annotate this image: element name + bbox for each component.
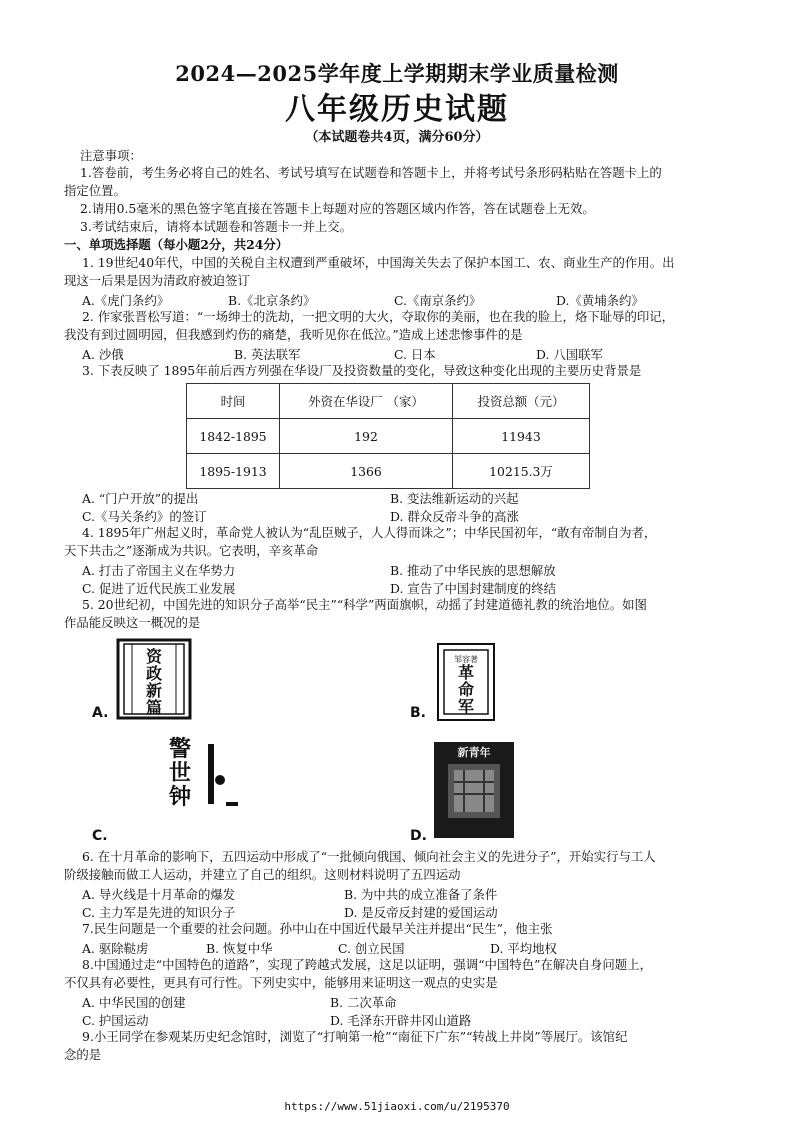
question-5: 5. 20世纪初，中国先进的知识分子高举“民主”“科学”两面旗帜，动摇了封建道德礼教的统治地位。如图: [82, 597, 647, 612]
q3-option-b: B. 变法维新运动的兴起: [390, 491, 519, 506]
table-header: 时间: [187, 384, 280, 419]
exam-subject-title: 八年级历史试题: [285, 92, 509, 127]
q7-option-d: D. 平均地权: [490, 941, 557, 956]
q1-option-c: C.《南京条约》: [394, 293, 482, 308]
q2-option-d: D. 八国联军: [536, 347, 603, 362]
question-7: 7.民生问题是一个重要的社会问题。孙中山在中国近代最早关注并提出“民生”，他主张: [82, 921, 553, 936]
table-cell: 1842-1895: [187, 419, 280, 454]
vertical-title-text: 警世钟: [168, 736, 192, 810]
q1-option-b: B.《北京条约》: [228, 293, 316, 308]
q8-option-d: D. 毛泽东开辟井冈山道路: [330, 1013, 472, 1028]
q6-option-d: D. 是反帝反封建的爱国运动: [344, 905, 498, 920]
table-cell: 10215.3万: [453, 454, 590, 489]
q1-option-a: A.《虎门条约》: [82, 293, 170, 308]
book-cover-zizheng-xinpian: [116, 638, 192, 720]
book-cover-jingshi-zhong: [150, 730, 246, 812]
q5-option-b-label: B.: [410, 705, 426, 721]
q8-option-c: C. 护国运动: [82, 1013, 149, 1028]
q2-option-b: B. 英法联军: [234, 347, 301, 362]
question-3: 3. 下表反映了 1895年前后西方列强在华设厂及投资数量的变化，导致这种变化出现的主要历史背景是: [82, 363, 642, 378]
q7-option-a: A. 驱除鞑虏: [82, 941, 149, 956]
q5-option-c-label: C.: [92, 828, 108, 844]
question-1-cont: 现这一后果是因为清政府被迫签订: [64, 273, 250, 288]
q2-option-c: C. 日本: [394, 347, 436, 362]
q4-option-c: C. 促进了近代民族工业发展: [82, 581, 236, 596]
q5-option-d-label: D.: [410, 828, 427, 844]
q1-option-d: D.《黄埔条约》: [556, 293, 644, 308]
magazine-title: 新青年: [457, 746, 491, 759]
exam-info: （本试题卷共4页，满分60分）: [305, 130, 489, 145]
magazine-cover-xin-qingnian: [434, 742, 514, 838]
table-row: [187, 419, 590, 454]
table-header: 外资在华设厂 （家）: [280, 384, 453, 419]
table-cell: 192: [280, 419, 453, 454]
q6-option-b: B. 为中共的成立准备了条件: [344, 887, 498, 902]
notes-heading: 注意事项：: [80, 148, 142, 163]
question-4-cont: 天下共击之”逐渐成为共识。它表明，辛亥革命: [64, 543, 319, 558]
question-8: 8.中国通过走“中国特色的道路”，实现了跨越式发展，这足以证明，强调“中国特色”在解决自身问题上，: [82, 957, 652, 972]
question-4: 4. 1895年广州起义时，革命党人被认为“乱臣贼子，人人得而诛之”；中华民国初年，“敢有帝制自为者，: [82, 525, 657, 540]
book-author-text: 邹容著: [454, 655, 478, 664]
section-heading: 一、单项选择题（每小题2分，共24分）: [64, 237, 289, 252]
note-1-cont: 指定位置。: [64, 183, 126, 198]
q4-option-a: A. 打击了帝国主义在华势力: [82, 563, 236, 578]
question-9-cont: 念的是: [64, 1047, 102, 1062]
q8-option-a: A. 中华民国的创建: [82, 995, 186, 1010]
q8-option-b: B. 二次革命: [330, 995, 397, 1010]
table-row: [187, 454, 590, 489]
vertical-title-text: 革命军: [457, 663, 475, 716]
table-cell: 11943: [453, 419, 590, 454]
q2-option-a: A. 沙俄: [82, 347, 124, 362]
q3-option-c: C.《马关条约》的签订: [82, 509, 207, 524]
q6-option-a: A. 导火线是十月革命的爆发: [82, 887, 236, 902]
question-2-cont: 我没有到过圆明园，但我感到灼伤的痛楚，我听见你在低泣。”造成上述悲惨事件的是: [64, 327, 523, 342]
q3-option-d: D. 群众反帝斗争的高涨: [390, 509, 519, 524]
table-cell: 1366: [280, 454, 453, 489]
note-1: 1.答卷前，考生务必将自己的姓名、考试号填写在试题卷和答题卡上，并将考试号条形码粘贴在答题卡上的: [80, 165, 662, 180]
question-1: 1. 19世纪40年代，中国的关税自主权遭到严重破坏，中国海关失去了保护本国工、农、商业生产的作用。出: [82, 255, 675, 270]
table-header: 投资总额（元）: [453, 384, 590, 419]
q3-option-a: A. “门户开放”的提出: [82, 491, 199, 506]
q4-option-d: D. 宣告了中国封建制度的终结: [390, 581, 557, 596]
question-8-cont: 不仅具有必要性，更具有可行性。下列史实中，能够用来证明这一观点的史实是: [64, 975, 498, 990]
note-3: 3.考试结束后，请将本试题卷和答题卡一并上交。: [80, 219, 353, 234]
q6-option-c: C. 主力军是先进的知识分子: [82, 905, 236, 920]
q7-option-c: C. 创立民国: [338, 941, 405, 956]
table-header-row: [187, 384, 590, 419]
note-2: 2.请用0.5毫米的黑色签字笔直接在答题卡上每题对应的答题区域内作答，答在试题卷上无效。: [80, 201, 595, 216]
question-6: 6. 在十月革命的影响下，五四运动中形成了“一批倾向俄国、倾向社会主义的先进分子”，开始实行与工人: [82, 849, 656, 864]
question-2: 2. 作家张晋松写道：“一场绅士的洗劫，一把文明的大火，夺取你的美丽，也在我的脸上，烙下耻辱的印记，: [82, 309, 675, 324]
q4-option-b: B. 推动了中华民族的思想解放: [390, 563, 556, 578]
vertical-title-text: 资政新篇: [145, 647, 163, 717]
exam-title: 2024—2025学年度上学期期末学业质量检测: [175, 61, 619, 86]
question-5-cont: 作品能反映这一概况的是: [64, 615, 201, 630]
question-6-cont: 阶级接触而做工人运动，并建立了自己的组织。这则材料说明了五四运动: [64, 867, 461, 882]
q7-option-b: B. 恢复中华: [206, 941, 273, 956]
table-cell: 1895-1913: [187, 454, 280, 489]
book-cover-geming-jun: [436, 642, 496, 722]
q5-option-a-label: A.: [92, 705, 109, 721]
investment-table: [186, 383, 590, 489]
question-9: 9.小王同学在参观某历史纪念馆时，浏览了“打响第一枪”“南征下广东”“转战上井岗”等展厅。该馆纪: [82, 1029, 628, 1044]
footer-url: https://www.51jiaoxi.com/u/2195370: [284, 1100, 510, 1113]
